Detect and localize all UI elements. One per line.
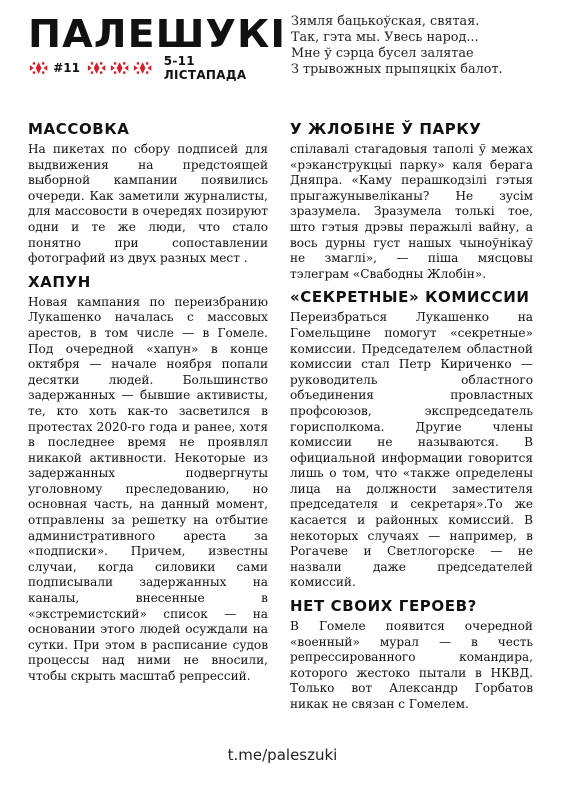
issue-date: 5-11 ЛІСТАПАДА <box>163 54 247 82</box>
telegram-link[interactable]: t.me/paleszuki <box>227 746 338 764</box>
ornament-icon <box>86 61 107 75</box>
article-title-commissions: «СЕКРЕТНЫЕ» КОМИССИИ <box>290 288 530 307</box>
ornament-icon <box>109 61 130 75</box>
article-text-massovka: На пикетах по сбору подписей для выдвижения на предстоящей выборной кампании появились очереди. Как заметили журналисты, для массовости в очередях позируют одни и те же люди, что стало понятно при сопоставлении фотографий из двух разных мест . <box>28 142 268 266</box>
poem-line: Зямля бацькоўская, святая. <box>291 14 480 29</box>
ornament-icon <box>28 61 49 75</box>
issue-number: #11 <box>53 61 80 75</box>
poem-line: Так, гэта мы. Увесь народ... <box>291 30 479 45</box>
masthead <box>28 12 287 82</box>
epigraph-poem <box>291 14 551 78</box>
article-title-zhlobin: У ЖЛОБІНЕ Ў ПАРКУ <box>290 120 482 138</box>
article-title-massovka: МАССОВКА <box>28 120 130 138</box>
article-title-heroes: НЕТ СВОИХ ГЕРОЕВ? <box>290 597 477 616</box>
article-text-khapun: Новая кампания по переизбранию Лукашенко началась с массовых арестов, в том числе — в Гомеле. Под очередной «хапун» в конце октября — начале ноября попали десятки людей. Большинство задержанных — бывшие активисты, те, кто хоть как-то засветился в протестах 2020-го года и ранее, хотя в последнее время не проявлял никакой активности. Некоторые из задержанных подвергнуты уголовному преследованию, но основная часть, на данный момент, отправлены за решетку на отбытие административного ареста за «подписки». Причем, известны случаи, когда силовики сами подписывали задержанных на каналы, внесенные в «экстремистский» список — на основании этого людей осуждали на сутки. При этом в расписание судов процессы над ними не вносили, чтобы скрыть масштаб репрессий. <box>28 294 268 683</box>
poem-line: Мне ў сэрца бусел залятае <box>291 46 474 61</box>
article-title-khapun: ХАПУН <box>28 272 91 291</box>
issue-line <box>28 54 278 82</box>
article-text-zhlobin: спілавалі стагадовыя таполі ў межах «рэканструкцыі парку» каля берага Дняпра. «Каму перашкодзілі гэтыя прыгажунывеліканы? Не зусім зразумела. Зразумела толькі тое, што гэтыя дрэвы перажылі вайну, а вось дурны густ нашых чыноўнікаў не змаглі», — піша мясцовы тэлеграм «Свабодны Жлобін». <box>290 142 533 281</box>
right-column <box>290 120 533 719</box>
article-text-heroes: В Гомеле появится очередной «военный» мурал — в честь репрессированного командира, которого жестоко пытали в НКВД. Только вот Александр Горбатов никак не связан с Гомелем. <box>290 619 533 711</box>
ornament-icon <box>132 61 153 75</box>
article-text-commissions: Переизбраться Лукашенко на Гомельщине помогут «секретные» комиссии. Председателем областной комиссии стал Петр Кириченко — руководитель областного объединения провластных профсоюзов, экспредседатель горисполкома. Другие члены комиссии не называются. В официальной информации говорится лишь о том, что «также определены лица на должности заместителя председателя и секретаря».То же касается и районных комиссий. В некоторых случаях — например, в Рогачеве и Светлогорске — не назвали даже председателей комиссий. <box>290 310 533 590</box>
left-column <box>28 120 268 691</box>
poem-line: З трывожных прыпяцкіх балот. <box>291 62 503 77</box>
newspaper-title: ПАЛЕШУКІ <box>28 12 287 56</box>
